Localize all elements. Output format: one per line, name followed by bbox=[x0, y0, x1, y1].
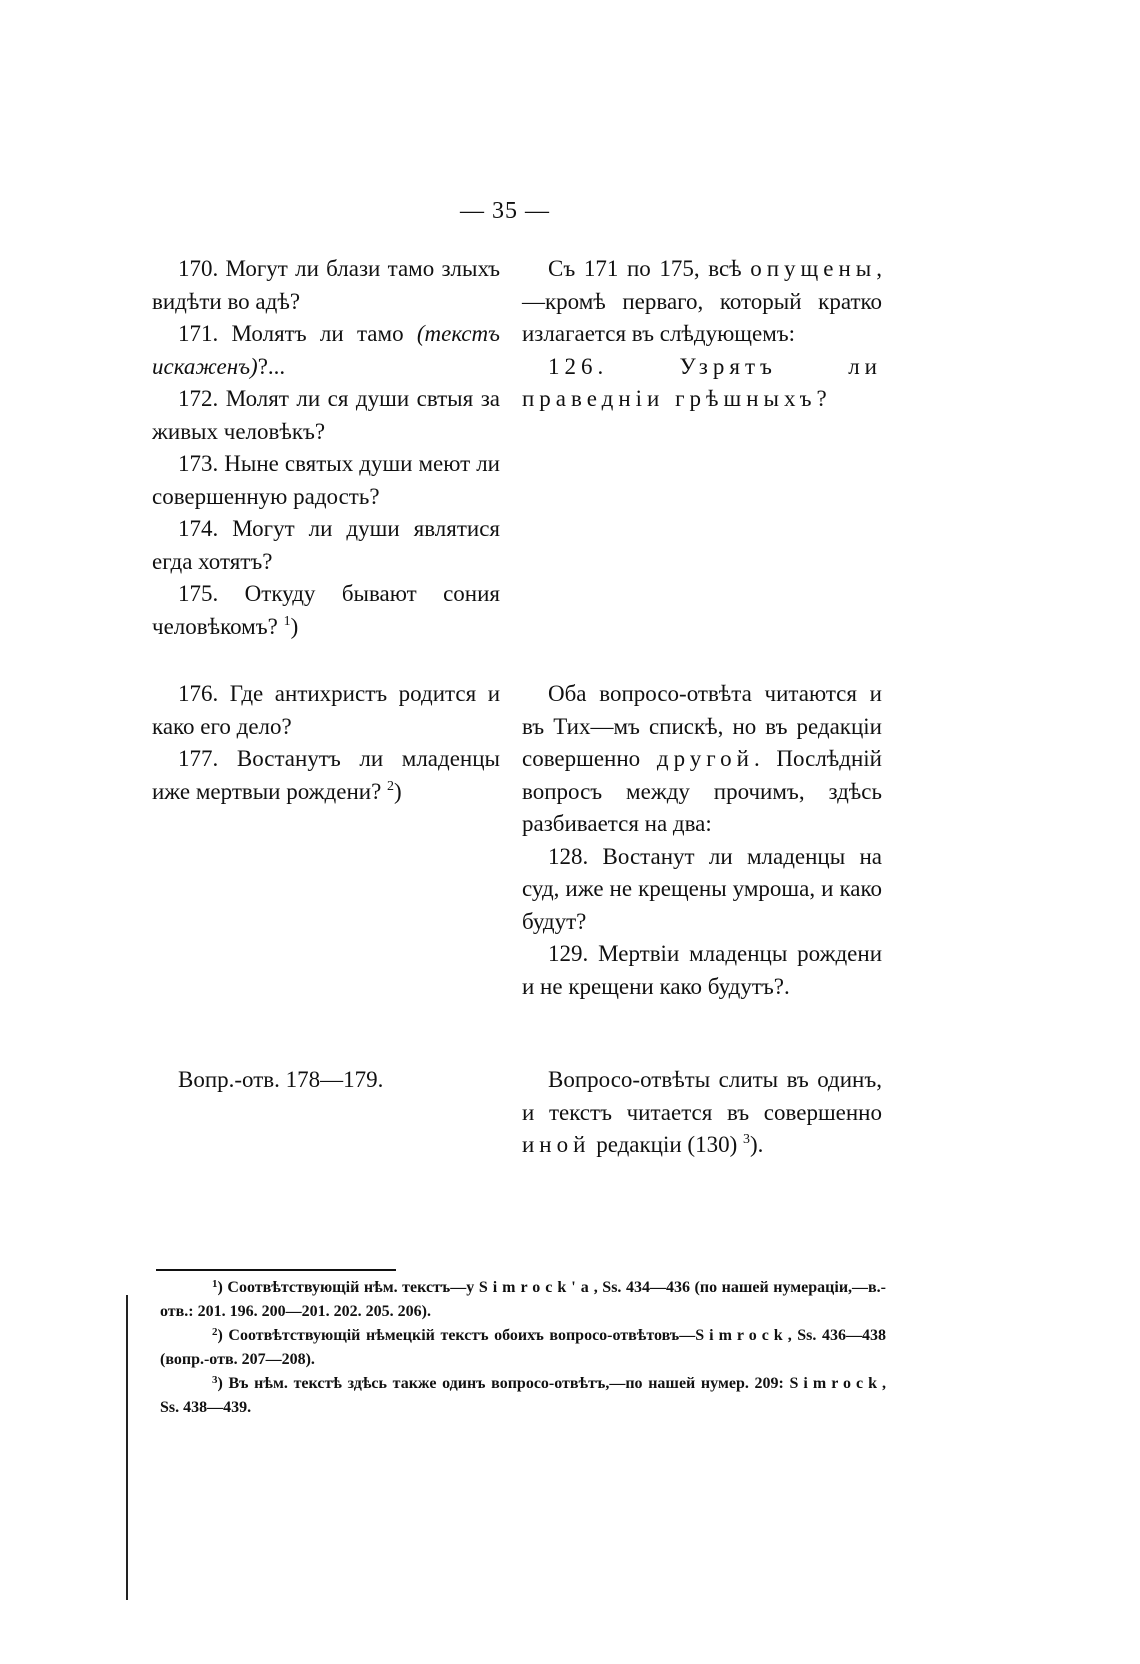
right-commentary-3 bbox=[522, 1064, 882, 1162]
footnote-2-text: ) Соотвѣтствующiй нѣмецкiй текстъ обоихъ вопросо-отвѣтовъ— bbox=[217, 1327, 696, 1344]
question-172: 172. Молят ли ся души свтыя за живых человѣкъ? bbox=[152, 386, 500, 444]
question-177: 177. Востанутъ ли младенцы иже мертвыи рождени? $^2$) bbox=[152, 746, 500, 804]
commentary-2-end: . Послѣднiй вопросъ между прочимъ, здѣсь разбивается на два: bbox=[522, 746, 882, 836]
right-commentary-1 bbox=[522, 253, 882, 416]
footnote-2 bbox=[160, 1324, 886, 1372]
question-175-text: 175. Откуду бывают сония человѣкомъ? bbox=[152, 581, 500, 639]
footnote-3-mark: 3 bbox=[212, 1374, 218, 1386]
commentary-171-175 bbox=[522, 253, 882, 351]
question-129: 129. Мертвiи младенцы рождени и не крещени како будутъ?. bbox=[522, 941, 882, 999]
footnote-1-author: Simrock'a bbox=[478, 1279, 594, 1296]
margin-line bbox=[126, 1295, 128, 1600]
question-173: 173. Ныне святых души меют ли совершенную радость? bbox=[152, 451, 500, 509]
question-170: 170. Могут ли блази тамо злыхъ видѣти во адѣ? bbox=[152, 256, 500, 314]
footnote-2-mark: 2 bbox=[212, 1326, 218, 1338]
left-questions-170-175 bbox=[152, 253, 500, 643]
question-171 bbox=[152, 318, 500, 383]
commentary-3-emphasis: иной bbox=[522, 1132, 591, 1157]
question-171-text: 171. Молятъ ли тамо bbox=[178, 321, 404, 346]
footnote-3-rest: , Ss. 438—439. bbox=[160, 1375, 887, 1416]
commentary-3-end: ). bbox=[750, 1132, 764, 1157]
question-175: 175. Откуду бывают сония человѣкомъ? $^1$) bbox=[152, 581, 500, 639]
question-174: 174. Могут ли души являтися егда хотятъ? bbox=[152, 516, 500, 574]
footnote-2-author: Simrock bbox=[695, 1327, 788, 1344]
page-number: — 35 — bbox=[460, 198, 550, 224]
question-171-note: (текстъ искаженъ) bbox=[152, 321, 500, 379]
left-questions-176-177 bbox=[152, 678, 500, 808]
footnote-3-text: ) Въ нѣм. текстѣ здѣсь также одинъ вопросо-отвѣтъ,—по нашей нумер. 209: bbox=[217, 1375, 784, 1392]
footnote-rule bbox=[156, 1269, 396, 1271]
left-questions-178-179 bbox=[152, 1064, 500, 1097]
question-176: 176. Где антихристъ родится и како его дело? bbox=[152, 681, 500, 739]
question-128: 128. Востанут ли младенцы на суд, иже не крещены умроша, и како будут? bbox=[522, 843, 882, 934]
commentary-1-end: ,—кромѣ перваго, который кратко излагается въ слѣдующемъ: bbox=[522, 256, 882, 346]
commentary-3-mid: редакцiи (130) bbox=[596, 1132, 738, 1157]
footnote-1-mark: 1 bbox=[212, 1278, 218, 1290]
footnote-1-rest: , Ss. 434—436 (по нашей нумерацiи,—в.-отв.: 201. 196. 200—201. 202. 205. 206). bbox=[160, 1279, 887, 1320]
footnote-ref-2: 2 bbox=[387, 778, 395, 794]
footnote-ref-1: 1 bbox=[283, 613, 291, 629]
footnote-2-rest: , Ss. 436—438 (вопр.-отв. 207—208). bbox=[160, 1327, 886, 1368]
commentary-2-start: Оба вопросо-отвѣта читаются и въ Тих—мъ спискѣ, но въ редакцiи совершенно bbox=[522, 681, 882, 771]
question-126: 126. Узрятъ ли праведнiи грѣшныхъ? bbox=[522, 353, 882, 411]
commentary-1-emphasis: опущены bbox=[750, 256, 877, 281]
footnote-1-text: ) Соотвѣтствующiй нѣм. текстъ—у bbox=[217, 1279, 475, 1296]
footnote-1 bbox=[160, 1276, 886, 1324]
footnote-3-author: Simrock bbox=[789, 1375, 883, 1392]
footnote-3 bbox=[160, 1372, 886, 1420]
commentary-1-start: Съ 171 по 175, всѣ bbox=[548, 256, 742, 281]
commentary-176-177 bbox=[522, 678, 882, 841]
commentary-3-start: Вопросо-отвѣты слиты въ одинъ, и текстъ читается въ совершенно bbox=[522, 1067, 882, 1125]
commentary-178-179 bbox=[522, 1064, 882, 1162]
question-177-text: 177. Востанутъ ли младенцы иже мертвыи рождени? bbox=[152, 746, 500, 804]
right-commentary-2 bbox=[522, 678, 882, 1003]
footnote-ref-3: 3 bbox=[743, 1132, 751, 1147]
question-178-179: Вопр.-отв. 178—179. bbox=[178, 1067, 384, 1092]
footnotes bbox=[160, 1276, 886, 1420]
commentary-2-emphasis: другой bbox=[656, 746, 754, 771]
question-171-tail: ?... bbox=[257, 353, 286, 379]
